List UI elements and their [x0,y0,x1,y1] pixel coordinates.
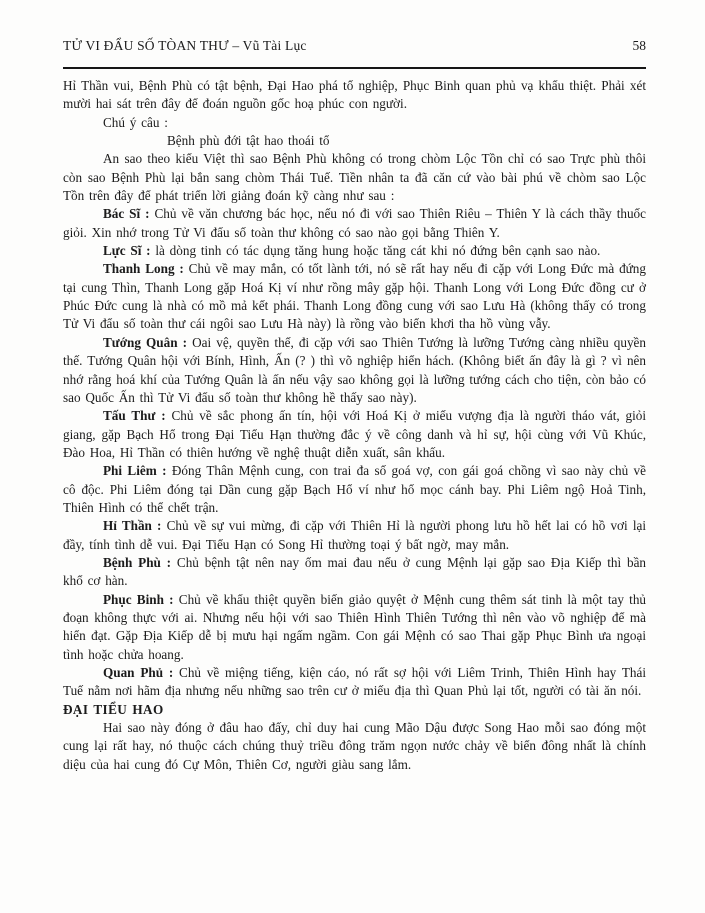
entry-phi-liem [63,462,646,517]
book-title: TỬ VI ĐẨU SỐ TÒAN THƯ – Vũ Tài Lục [63,38,307,53]
section-heading-dai-tieu-hao: ĐẠI TIỂU HAO [63,701,164,717]
entry-tau-thu-text: Chủ về sắc phong ấn tín, hội với Hoá Kị ở miếu vượng địa là người tháo vát, giỏi giang, gặp Bạch Hổ trong Đại Tiểu Hạn thường đắc ý về công danh và hỉ sự, hội cùng với Vũ Khúc, Đào Hoa, Hỉ Thần có thiên hướng về nghệ thuật diễn xuất, sân khấu. [63,408,647,460]
entry-luc-si-text: là dòng tinh có tác dụng tăng hung hoặc tăng cát khi nó đứng bên cạnh sao nào. [155,243,601,259]
entry-quan-phu-lead: Quan Phủ : [103,665,174,680]
running-header [63,38,646,54]
entry-tau-thu-lead: Tấu Thư : [103,408,166,424]
entry-bac-si [63,205,646,242]
entry-hi-than [63,517,646,554]
dai-tieu-hao-paragraph: Hai sao này đóng ở đâu hao đấy, chỉ duy hai cung Mão Dậu được Song Hao mỗi sao đóng một cung lại rất hay, nó thuộc cách chúng thuỷ triều đông trăm ngọn nước chảy về biển đông nhất là chính diệu của hai cung đó Cự Môn, Thiên Cơ, người giàu sang lắm. [63,720,646,772]
entry-thanh-long-lead: Thanh Long : [103,261,184,277]
page-body [63,77,646,774]
entry-luc-si [63,242,646,260]
entry-phi-liem-text: Đóng Thân Mệnh cung, con trai đa số goá vợ, con gái goá chồng vì sao này chủ về cô độc. Phi Liêm đóng tại Dần cung gặp Bạch Hổ ví như hổ mọc cánh bay. Phi Liêm ngộ Hoả Tinh, Thiên Hình có thể chết trận. [63,463,647,515]
intro-paragraph: Hỉ Thần vui, Bệnh Phù có tật bệnh, Đại Hao phá tổ nghiệp, Phục Binh quan phủ vạ khẩu thiệt. Phải xét mười hai sát trên đây để đoán nguồn gốc hoạ phúc con người. [63,78,646,112]
entry-tau-thu [63,407,646,462]
entry-benh-phu-text: Chủ bệnh tật nên nay ốm mai đau nếu ở cung Mệnh lại gặp sao Địa Kiếp thì bần khổ cơ hàn. [63,554,647,589]
page-number: 58 [632,38,646,53]
an-sao-paragraph: An sao theo kiểu Việt thì sao Bệnh Phù không có trong chòm Lộc Tồn chỉ có sao Trực phù thôi còn sao Bệnh Phù lại bắn sang chòm Thái Tuế. Tiền nhân ta đã căn cứ vào bài phú về chòm sao Lộc Tồn trên đây để phát triển lời giảng đoán kỹ càng như sau : [63,151,646,204]
entry-quan-phu-text: Chủ về miệng tiếng, kiện cáo, nó rất sợ hội với Liêm Trinh, Thiên Hình hay Thái Tuế nằm nơi hãm địa nhưng nếu những sao trên cư ở miếu địa thì Quan Phủ lại tốt, người có tài ăn nói. [63,665,647,699]
note-line: Chú ý câu : [103,114,168,130]
header-rule [63,67,646,69]
entry-phuc-binh-lead: Phục Binh : [103,591,174,607]
entry-tuong-quan-text: Oai vệ, quyền thế, đi cặp với sao Thiên Tướng là lưỡng Tướng càng nhiều quyền thế. Tướng Quân hội với Bính, Hình, Ấn (? ) thì võ nghiệp hiển hách. (Không biết ấn đây là gì ? vì nên nhớ rằng hoá khí của Tướng Quân là ấn nếu vậy sao không gọi là lưỡng tướng cách cho tiện, còn bảo có sao Quốc Ấn thì Tử Vi đẩu số toàn thư không hề thấy sao này). [63,334,646,405]
entry-phuc-binh [63,591,646,664]
entry-luc-si-lead: Lực Sĩ : [103,243,151,259]
entry-thanh-long [63,260,646,333]
entry-benh-phu [63,554,646,591]
entry-phuc-binh-text: Chủ về khẩu thiệt quyền biến giảo quyệt ở Mệnh cung thêm sát tinh là một tay thủ đoạn không thực với ai. Nhưng nếu hội với sao Thiên Hình Thiên Tướng thì nên vào võ nghiệp để mà hiển đạt. Gặp Địa Kiếp dễ bị mưu hại ngấm ngầm. Con gái Mệnh có sao Thai gặp Phục Bình ưa ngoại tình hoặc chửa hoang. [63,591,647,662]
entry-benh-phu-lead: Bệnh Phù : [103,554,172,570]
entry-thanh-long-text: Chủ về may mắn, có tốt lành tới, nó sẽ rất hay nếu đi cặp với Long Đức mà đứng tại cung Thìn, Thanh Long gặp Hoá Kị ví như rồng mây gặp hội. Thanh Long với Long Đức đồng cư ở Phúc Đức cung là nhà có mồ mả kết phái. Thanh Long đồng cung với sao Lưu Hà (không thấy có trong Tử Vi đẩu số toàn thư cái ngôi sao Lưu Hà này) là rồng vào biển khơi tha hồ vùng vẫy. [63,261,646,332]
quote-line: Bệnh phù đới tật hao thoái tổ [167,133,330,149]
entry-bac-si-text: Chủ về văn chương bác học, nếu nó đi với sao Thiên Riêu – Thiên Y là cách thầy thuốc giỏi. Xin nhớ trong Tử Vi đẩu số toàn thư không có sao nào gọi bằng Thiên Y. [63,206,646,240]
entry-quan-phu [63,664,646,701]
entry-hi-than-text: Chủ về sự vui mừng, đi cặp với Thiên Hỉ là người phong lưu hồ hết lai có hồ vơi lại đầy, tính tình dễ vui. Đại Tiểu Hạn có Song Hỉ thường toại ý bất ngờ, may mắn. [63,518,647,552]
entry-tuong-quan-lead: Tướng Quân : [103,334,188,350]
entry-bac-si-lead: Bác Sĩ : [103,206,150,222]
entry-tuong-quan [63,334,646,407]
entry-phi-liem-lead: Phi Liêm : [103,463,167,479]
entry-hi-than-lead: Hỉ Thần : [103,518,162,534]
